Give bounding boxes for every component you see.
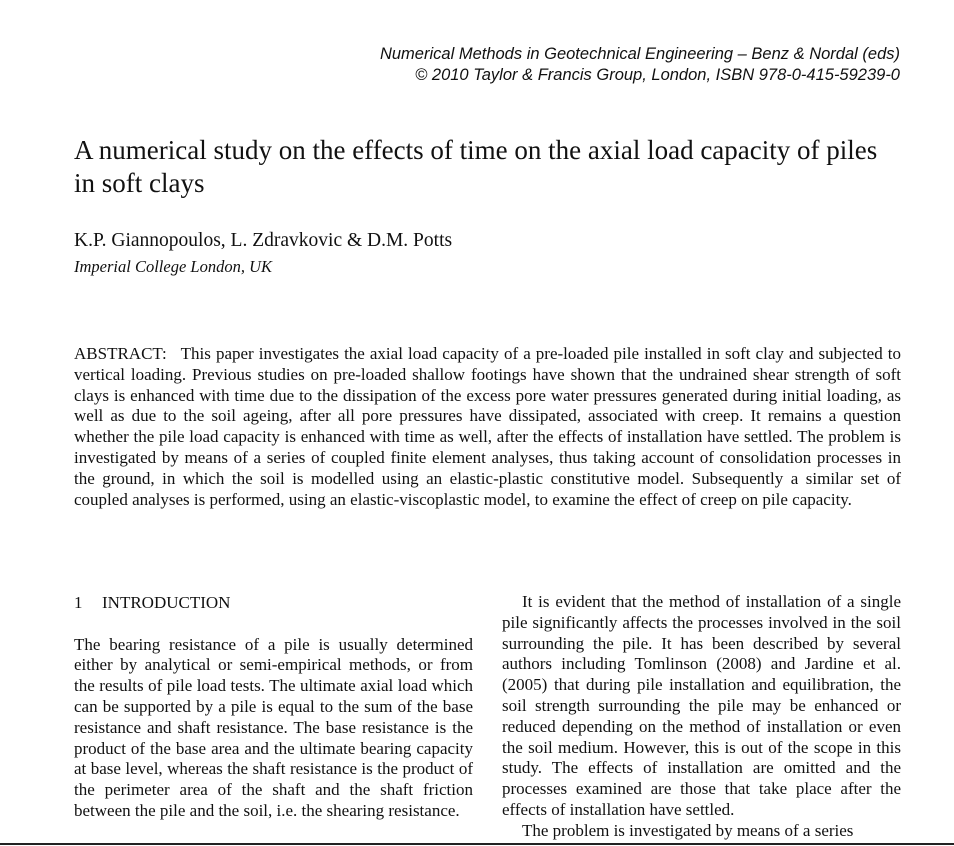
intro-paragraph-1: The bearing resistance of a pile is usually determined either by analytical or semi-empirical methods, or from the results of pile load tests. The ultimate axial load which can be supported by a pile is equal to the sum of the base resistance and shaft resistance. The base resistance is the product of the base area and the ultimate bearing capacity at base level, whereas the shaft resistance is the product of the perimeter area of the shaft and the shaft friction between the pile and the soil, i.e. the shearing resistance. <box>74 634 473 820</box>
right-column <box>502 592 901 842</box>
running-header-line-1: Numerical Methods in Geotechnical Engineering – Benz & Nordal (eds) <box>379 45 900 63</box>
section-title: INTRODUCTION <box>102 593 231 612</box>
affiliation: Imperial College London, UK <box>74 257 272 276</box>
abstract-label: ABSTRACT: <box>74 344 167 363</box>
section-heading-introduction <box>74 592 473 614</box>
intro-paragraph-3: The problem is investigated by means of a series <box>522 820 854 840</box>
page-bottom-border <box>0 843 954 845</box>
paper-title: A numerical study on the effects of time on the axial load capacity of piles in soft clays <box>74 135 878 198</box>
running-header-line-2: © 2010 Taylor & Francis Group, London, ISBN 978-0-415-59239-0 <box>415 66 900 84</box>
section-number: 1 <box>74 593 83 612</box>
left-column <box>74 592 473 822</box>
author-list: K.P. Giannopoulos, L. Zdravkovic & D.M. Potts <box>74 230 453 251</box>
abstract <box>74 344 901 510</box>
intro-paragraph-2: It is evident that the method of installation of a single pile significantly affects the processes involved in the soil surrounding the pile. It has been described by several authors including Tomlinson (2008) and Jardine et al. (2005) that during pile installation and equilibration, the soil strength surrounding the pile may be enhanced or reduced depending on the method of installation or even the soil medium. However, this is out of the scope in this study. The effects of installation are omitted and the processes examined are those that take place after the effects of installation have settled. <box>502 592 901 819</box>
abstract-text: This paper investigates the axial load capacity of a pre-loaded pile installed in soft clay and subjected to vertical loading. Previous studies on pre-loaded shallow footings have shown that the undrained shear strength of soft clays is enhanced with time due to the dissipation of the excess pore water pressures generated during initial loading, as well as due to the soil ageing, after all pore pressures have dissipated, associated with creep. It remains a question whether the pile load capacity is enhanced with time as well, after the effects of installation have settled. The problem is investigated by means of a series of coupled finite element analyses, thus taking account of consolidation processes in the ground, in which the soil is modelled using an elastic-plastic constitutive model. Subsequently a similar set of coupled analyses is performed, using an elastic-viscoplastic model, to examine the effect of creep on pile capacity. <box>74 344 901 509</box>
running-header <box>380 44 900 86</box>
